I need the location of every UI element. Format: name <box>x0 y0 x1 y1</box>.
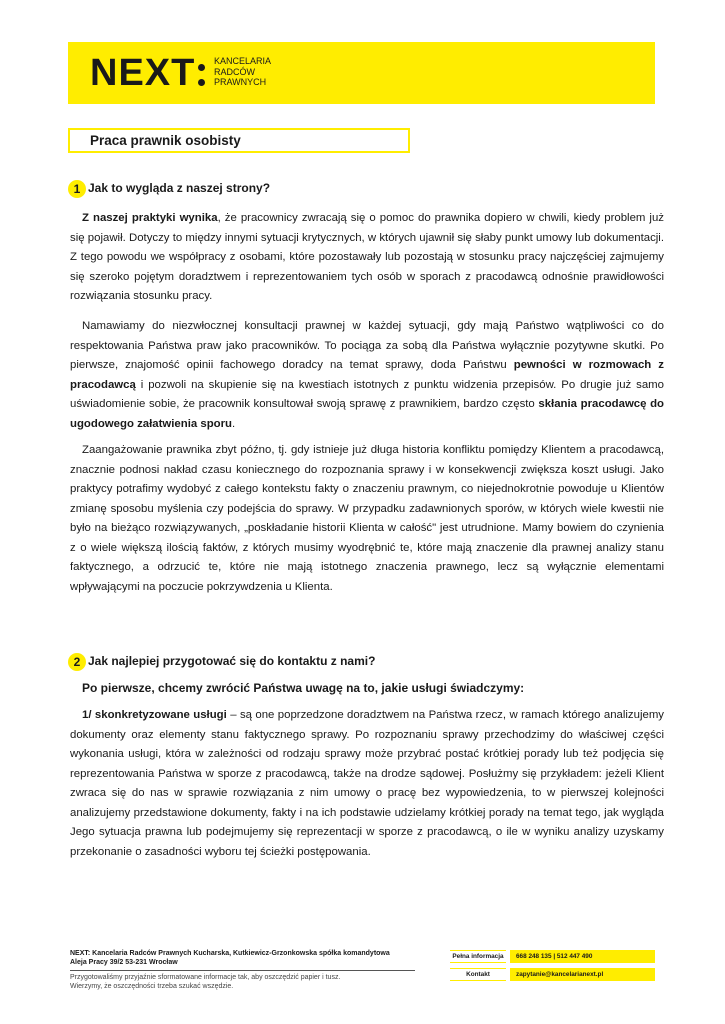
logo-sub-line-1: KANCELARIA <box>214 56 272 66</box>
section-1-paragraph-3 <box>70 441 664 597</box>
s1p2-bold-2: skłania pracodawcę do ugodowego załatwienia sporu <box>70 398 665 430</box>
page-title: Praca prawnik osobisty <box>90 133 241 148</box>
footer-note-1: Przygotowaliśmy przyjaźnie sformatowane informacje tak, aby oszczędzić papier i tusz. <box>70 974 341 982</box>
section-2-number-badge: 2 <box>68 653 86 671</box>
section-1-question: Jak to wygląda z naszej strony? <box>88 181 271 195</box>
section-1-paragraph-1 <box>70 209 664 307</box>
section-2-lead: Po pierwsze, chcemy zwrócić Państwa uwagę na to, jakie usługi świadczymy: <box>82 681 525 695</box>
footer-company-info <box>70 950 415 991</box>
logo-colon-icon <box>198 62 206 88</box>
footer-contact-row <box>450 968 655 981</box>
section-1-paragraph-2 <box>70 317 664 434</box>
logo-wordmark: NEXT <box>90 52 196 94</box>
section-2-question: Jak najlepiej przygotować się do kontaktu z nami? <box>88 654 376 668</box>
logo-subtitle <box>214 56 271 88</box>
s1p2-text-d: . <box>232 417 236 430</box>
logo-sub-line-2: RADCÓW <box>214 66 255 77</box>
section-1-number-badge: 1 <box>68 180 86 198</box>
s1p2-text-a: Namawiamy do niezwłocznej konsultacji prawnej w każdej sytuacji, gdy mają Państwo wątpliwości co do respektowania Państwa praw jako pracowników. To pociąga za sobą dla Państwa wyłącznie pozytywne skutki. Po pierwsze, znajomość opinii fachowego doradcy na temat sprawy, doda Państwu <box>70 320 664 371</box>
header-banner <box>68 42 655 104</box>
s1p3-text: Zaangażowanie prawnika zbyt późno, tj. gdy istnieje już długa historia konfliktu pomiędzy Klientem a pracodawcą, znacznie podnosi nakład czasu koniecznego do rozpoznania sprawy i w konsekwencji zwiększa koszt usługi. Jako praktycy potrafimy wydobyć z całego kontekstu fakty o znaczeniu prawnym, co niejednokrotnie powoduje u Klientów zmianę sposobu myślenia czy podejścia do sprawy. W przypadku zadawnionych sporów, w których wiele kwestii nie było na bieżąco rozwiązywanych, „poskładanie historii Klienta w całość" jest utrudnione. Mamy bowiem do czynienia z o wiele większą ilością faktów, z których musimy wyodrębnić te, które mają znaczenie dla prawnej analizy stanu faktycznego, a odrzucić te, które nie mają istotnego znaczenia prawnego, lecz są wyłącznie elementami wpływającymi na poczucie pokrzywdzenia u Klienta. <box>70 444 664 593</box>
s1p1-text: , że pracownicy zwracają się o pomoc do prawnika dopiero w chwili, kiedy problem już się pojawił. Dotyczy to między innymi sytuacji krytycznych, w których ujawnił się słaby punkt umowy lub dokumentacji. Z tego powodu we współpracy z osobami, które pozostawały lub pozostają w stosunku pracy najczęściej zajmujemy się szeroko pojętym doradztwem i reprezentowaniem tych osób w sporach z pracodawcą odnośnie prawidłowości rozwiązania stosunku pracy. <box>70 212 664 302</box>
footer-note-2: Wierzymy, że oszczędności trzeba szukać wszędzie. <box>70 982 234 990</box>
page-title-box <box>68 128 410 153</box>
s1p2-bold-1: pewności w rozmowach z pracodawcą <box>70 359 664 391</box>
footer-company-name: NEXT: Kancelaria Radców Prawnych Kucharska, Kutkiewicz-Grzonkowska spółka komandytowa <box>70 950 390 957</box>
footer-address: Aleja Pracy 39/2 53-231 Wrocław <box>70 958 178 966</box>
footer-divider <box>70 970 415 971</box>
s2p1-bold: 1/ skonkretyzowane usługi <box>82 709 227 721</box>
section-2-paragraph-1 <box>70 706 664 862</box>
logo-sub-line-3: PRAWNYCH <box>214 77 267 87</box>
s1p1-bold: Z naszej praktyki wynika <box>82 212 218 224</box>
footer-phone-row <box>450 950 655 963</box>
s2p1-text: – są one poprzedzone doradztwem na Państwa rzecz, w ramach którego analizujemy dokumenty oraz elementy stanu faktycznego sprawy. Po rozpoznaniu sprawy przechodzimy do właściwej części wykonania usługi, która w zależności od rodzaju sprawy może przybrać postać krótkiej porady lub też podjęcia się reprezentowania Państwa w sporze z pracodawcą, także na drodze sądowej. Posłużmy się przykładem: jeżeli Klient zwraca się do nas w sprawie rozwiązania z nim umowy o pracę bez wypowiedzenia, to w pierwszej kolejności analizujemy przedstawione dokumenty, fakty i na ich podstawie udzielamy krótkiej porady na temat tego, jak wygląda Jego sytuacja prawna lub podejmujemy się reprezentacji w sporze z pracodawcą, o ile w wyniku analizy uzyskamy przekonanie o zasadności wyboru tej ścieżki postępowania. <box>70 709 664 858</box>
footer-email-link[interactable]: zapytanie@kancelarianext.pl <box>510 968 655 981</box>
footer-phone-value[interactable]: 668 248 135 | 512 447 490 <box>510 950 655 963</box>
footer-contact-label: Kontakt <box>450 968 506 981</box>
s1p2-text-c: i pozwoli na skupienie się na kwestiach istotnych z punktu widzenia przepisów. Po drugie już samo uświadomienie sobie, że pracownik konsultował swoją sprawę z prawnikiem, bardzo często <box>70 378 664 410</box>
footer-phone-label: Pełna informacja <box>450 950 506 963</box>
